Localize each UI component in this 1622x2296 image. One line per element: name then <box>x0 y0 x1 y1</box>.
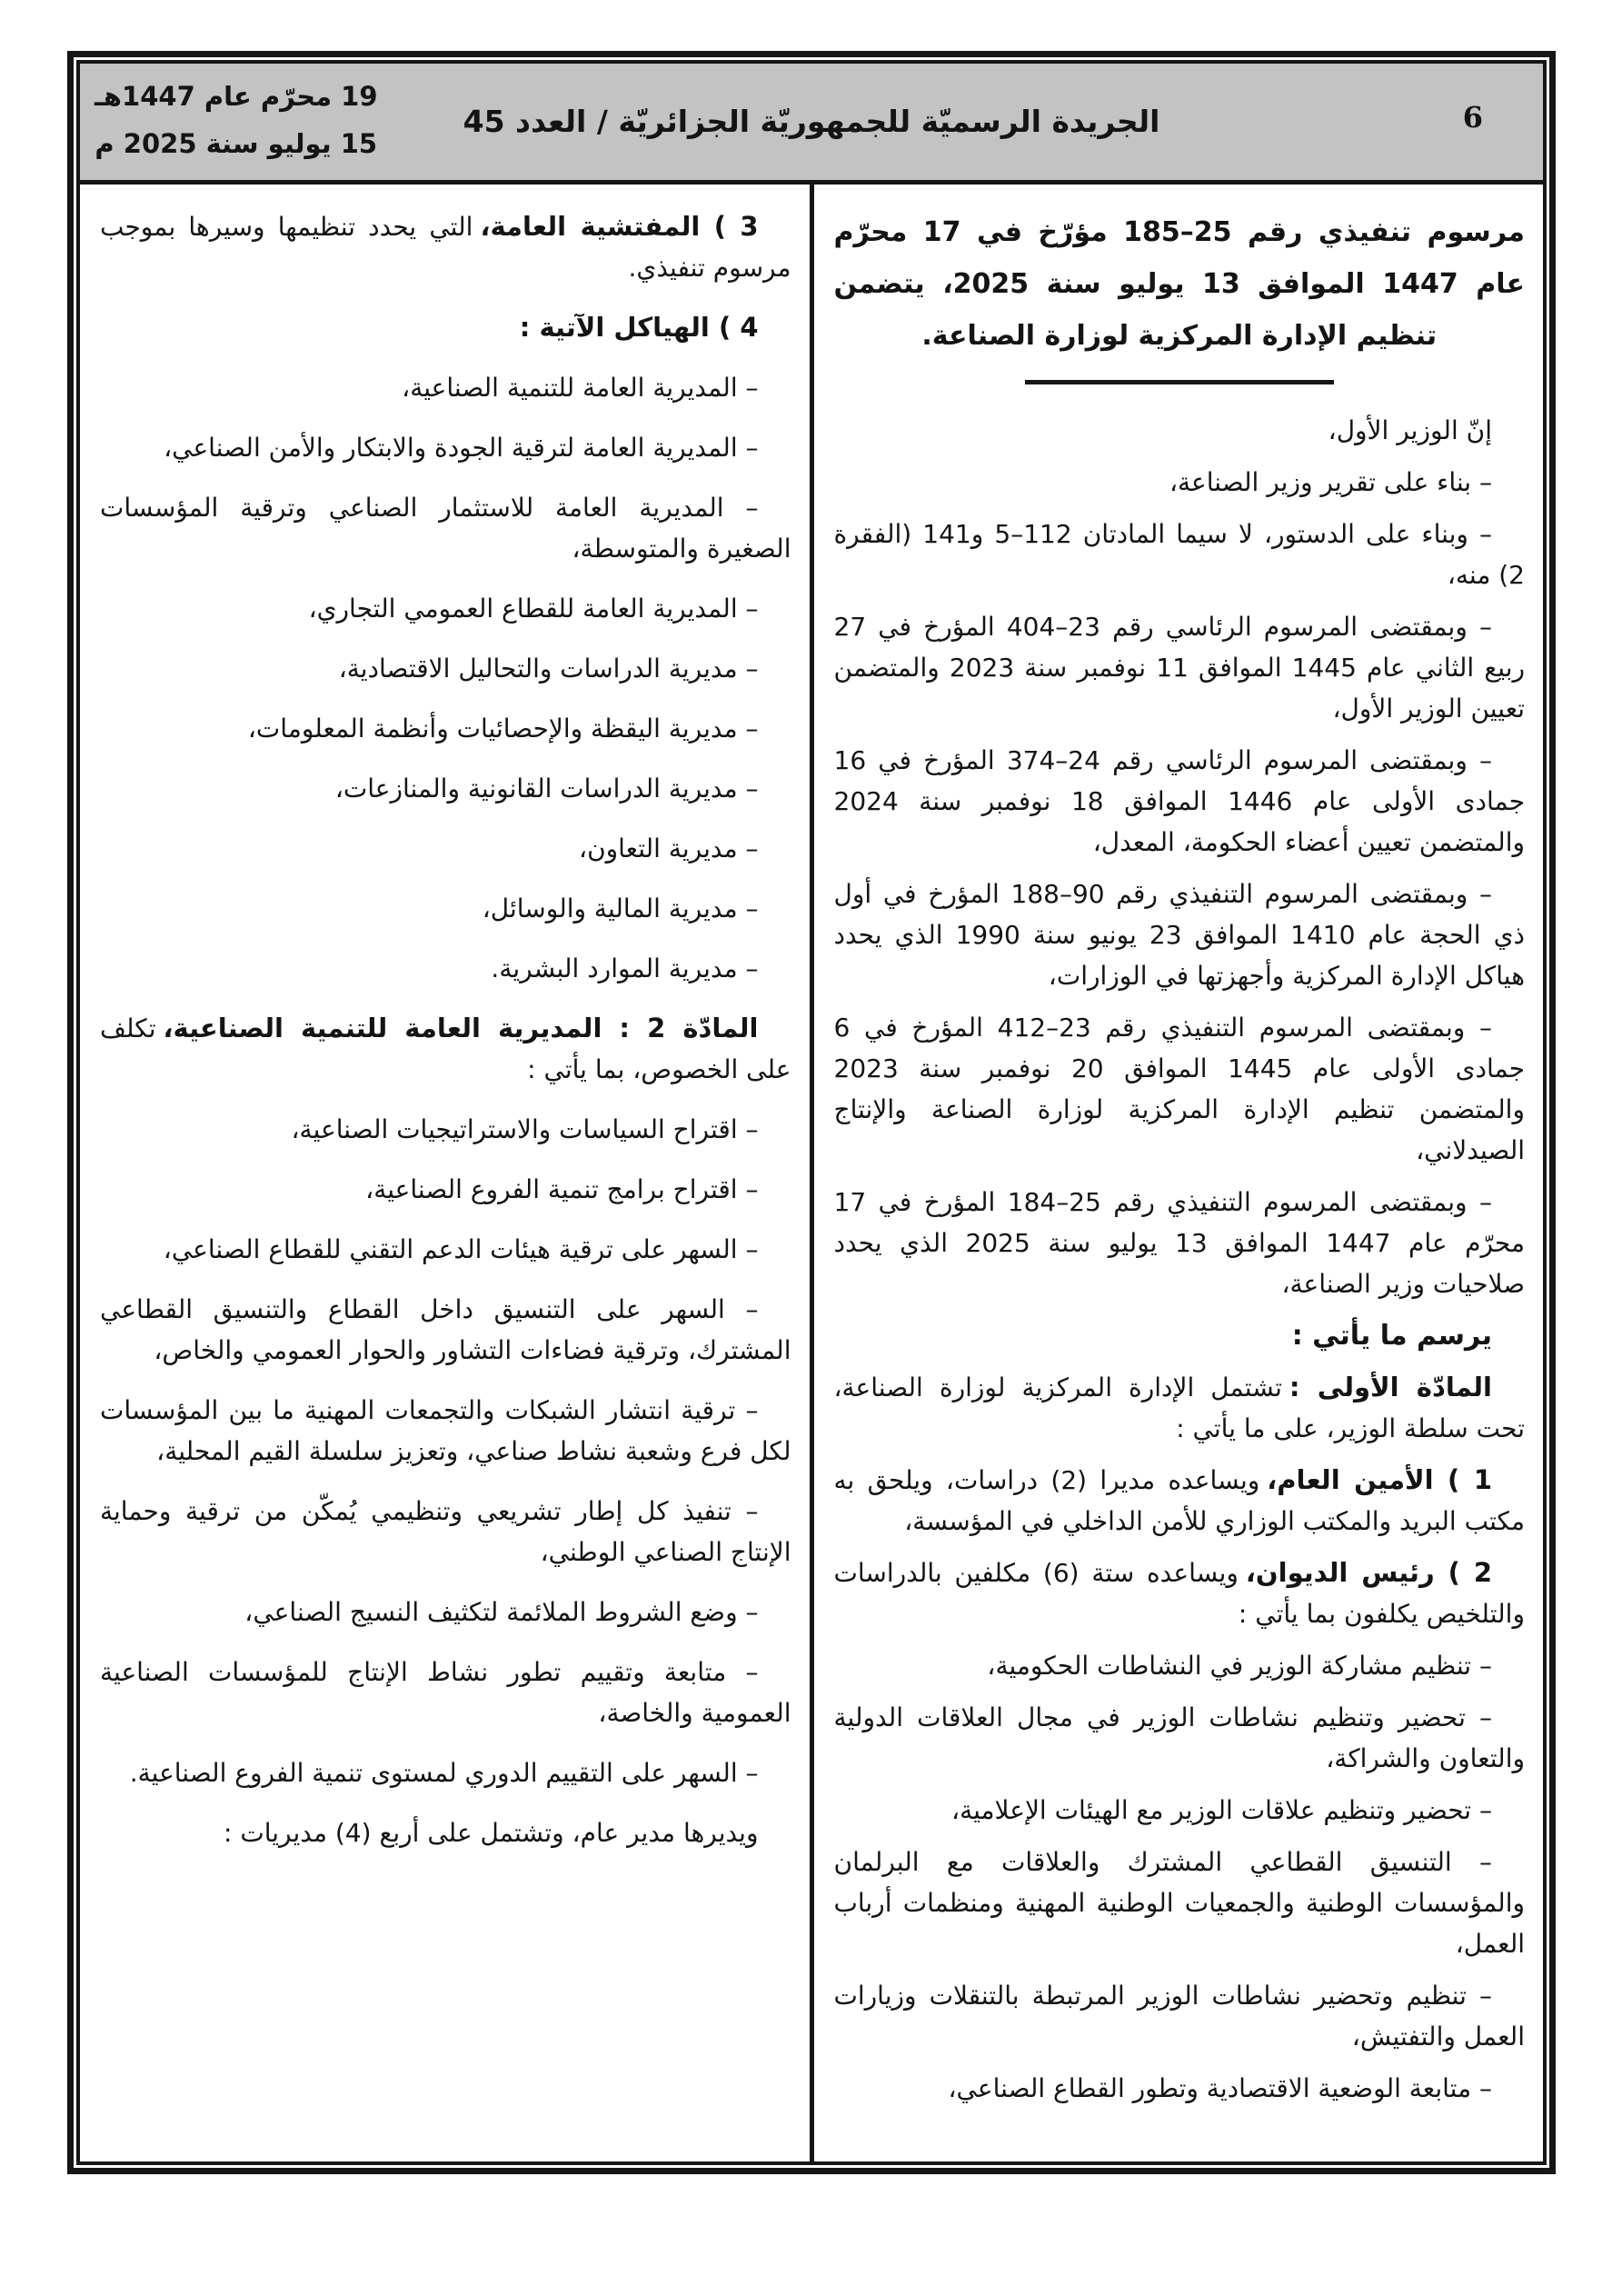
item-general-inspectorate <box>100 206 791 288</box>
dg-task-item: – السهر على التنسيق داخل القطاع والتنسيق القطاعي المشترك، وترقية فضاءات التشاور والحوار العمومي والخاص، <box>100 1294 791 1365</box>
decree-title: مرسوم تنفيذي رقم 25–185 مؤرّخ في 17 محرّم عام 1447 الموافق 13 يوليو سنة 2025، يتضمن تنظيم الإدارة المركزية لوزارة الصناعة. <box>833 216 1526 352</box>
article-1 <box>834 1367 1526 1449</box>
task-item: – تنظيم وتحضير نشاطات الوزير المرتبطة بالتنقلات وزيارات العمل والتفتيش، <box>833 1981 1525 2051</box>
dg-task-item: – السهر على ترقية هيئات الدعم التقني للقطاع الصناعي، <box>163 1234 759 1264</box>
task-item: – التنسيق القطاعي المشترك والعلاقات مع البرلمان والمؤسسات الوطنية والجمعيات الوطنية المهنية ومنظمات أرباب العمل، <box>833 1847 1525 1959</box>
date-gregorian: 15 يوليو سنة 2025 م <box>95 128 378 159</box>
article-2-label: المادّة 2 : المديرية العامة للتنمية الصناعية، <box>163 1013 759 1043</box>
enacting-formula: يرسم ما يأتي : <box>1291 1320 1492 1352</box>
item-chief-of-staff <box>834 1552 1526 1634</box>
closing-line: ويديرها مدير عام، وتشتمل على أربع (4) مديريات : <box>224 1818 759 1848</box>
item-1-label: 1 ) الأمين العام، <box>1267 1464 1492 1495</box>
item-1-text: ويساعده مديرا (2) دراسات، ويلحق به مكتب البريد والمكتب الوزاري للأمن الداخلي في المؤسسة، <box>833 1465 1525 1536</box>
item-2-text: ويساعده ستة (6) مكلفين بالدراسات والتلخيص يكلفون بما يأتي : <box>833 1558 1525 1629</box>
visa-decree-24-374: – وبمقتضى المرسوم الرئاسي رقم 24–374 المؤرخ في 16 جمادى الأولى عام 1446 الموافق 18 نوفمبر سنة 2024 والمتضمن تعيين أعضاء الحكومة، المعدل، <box>833 745 1526 857</box>
dg-task-item: – تنفيذ كل إطار تشريعي وتنظيمي يُمكّن من ترقية وحماية الإنتاج الصناعي الوطني، <box>100 1496 791 1567</box>
structure-item: – مديرية الدراسات والتحاليل الاقتصادية، <box>338 654 759 684</box>
page-frame <box>67 51 1556 2174</box>
structure-item: – المديرية العامة للتنمية الصناعية، <box>402 373 759 403</box>
task-item: – تنظيم مشاركة الوزير في النشاطات الحكومية، <box>987 1651 1492 1681</box>
article-1-text: تشتمل الإدارة المركزية لوزارة الصناعة، تحت سلطة الوزير، على ما يأتي : <box>833 1373 1525 1443</box>
date-hijri: 19 محرّم عام 1447هـ <box>95 81 378 112</box>
item-3-text: التي يحدد تنظيمها وسيرها بموجب مرسوم تنفيذي. <box>100 212 791 283</box>
visa-decree-23-404: – وبمقتضى المرسوم الرئاسي رقم 23–404 المؤرخ في 27 ربيع الثاني عام 1445 الموافق 11 نوفمبر سنة 2023 والمتضمن تعيين الوزير الأول، <box>833 612 1526 724</box>
item-2-label: 2 ) رئيس الديوان، <box>1245 1557 1492 1588</box>
visa-constitution: – وبناء على الدستور، لا سيما المادتان 112–5 و141 (الفقرة 2) منه، <box>833 519 1525 590</box>
dg-task-item: – متابعة وتقييم تطور نشاط الإنتاج للمؤسسات الصناعية العمومية والخاصة، <box>100 1657 791 1728</box>
dg-task-item: – السهر على التقييم الدوري لمستوى تنمية الفروع الصناعية. <box>129 1758 759 1788</box>
article-2-text: تكلف على الخصوص، بما يأتي : <box>100 1013 791 1084</box>
dg-task-item: – ترقية انتشار الشبكات والتجمعات المهنية ما بين المؤسسات لكل فرع وشعبة نشاط صناعي، وتعزيز سلسلة القيم المحلية، <box>100 1395 791 1466</box>
article-1-label: المادّة الأولى : <box>1289 1372 1492 1403</box>
page-header <box>80 64 1543 185</box>
visa-decree-25-184: – وبمقتضى المرسوم التنفيذي رقم 25–184 المؤرخ في 17 محرّم عام 1447 الموافق 13 يوليو سنة 2025 الذي يحدد صلاحيات وزير الصناعة، <box>833 1187 1526 1299</box>
structure-item: – مديرية التعاون، <box>579 834 759 863</box>
structure-item: – مديرية اليقظة والإحصائيات وأنظمة المعلومات، <box>247 714 759 744</box>
preamble-intro: إنّ الوزير الأول، <box>1328 415 1492 445</box>
dg-task-item: – اقتراح برامج تنمية الفروع الصناعية، <box>365 1174 759 1204</box>
structure-item: – المديرية العامة للاستثمار الصناعي وترقية المؤسسات الصغيرة والمتوسطة، <box>100 493 791 564</box>
dg-task-item: – اقتراح السياسات والاستراتيجيات الصناعية، <box>291 1114 759 1144</box>
item-3-label: 3 ) المفتشية العامة، <box>480 211 759 242</box>
column-right <box>814 185 1544 2161</box>
page-number: 6 <box>1462 100 1483 135</box>
visa-decree-90-188: – وبمقتضى المرسوم التنفيذي رقم 90–188 المؤرخ في أول ذي الحجة عام 1410 الموافق 23 يونيو سنة 1990 الذي يحدد هياكل الإدارة المركزية وأجهزتها في الوزارات، <box>833 879 1526 991</box>
item-secretary-general <box>834 1460 1526 1542</box>
structure-item: – المديرية العامة لترقية الجودة والابتكار والأمن الصناعي، <box>164 433 759 463</box>
visa-decree-23-412: – وبمقتضى المرسوم التنفيذي رقم 23–412 المؤرخ في 6 جمادى الأولى عام 1445 الموافق 20 نوفمبر سنة 2023 والمتضمن تنظيم الإدارة المركزية لوزارة الصناعة والإنتاج الصيدلاني، <box>833 1013 1526 1165</box>
column-left <box>80 185 810 2161</box>
task-item: – تحضير وتنظيم علاقات الوزير مع الهيئات الإعلامية، <box>951 1795 1492 1825</box>
title-divider <box>1025 380 1334 384</box>
task-item: – متابعة الوضعية الاقتصادية وتطور القطاع الصناعي، <box>948 2073 1492 2103</box>
gazette-title: الجريدة الرسميّة للجمهوريّة الجزائريّة / العدد 45 <box>463 104 1160 139</box>
task-item: – تحضير وتنظيم نشاطات الوزير في مجال العلاقات الدولية والتعاون والشراكة، <box>833 1702 1525 1773</box>
structure-item: – المديرية العامة للقطاع العمومي التجاري، <box>308 594 759 624</box>
content-columns <box>80 185 1543 2161</box>
visa-report: – بناء على تقرير وزير الصناعة، <box>1169 467 1492 497</box>
dg-task-item: – وضع الشروط الملائمة لتكثيف النسيج الصناعي، <box>244 1597 759 1627</box>
structure-item: – مديرية الدراسات القانونية والمنازعات، <box>334 774 759 804</box>
column-divider <box>810 185 814 2161</box>
structure-item: – مديرية الموارد البشرية. <box>491 953 759 983</box>
page-frame-inner <box>76 60 1547 2165</box>
article-2 <box>100 1008 791 1090</box>
structure-item: – مديرية المالية والوسائل، <box>482 893 759 923</box>
item-4-label: 4 ) الهياكل الآتية : <box>519 312 759 343</box>
